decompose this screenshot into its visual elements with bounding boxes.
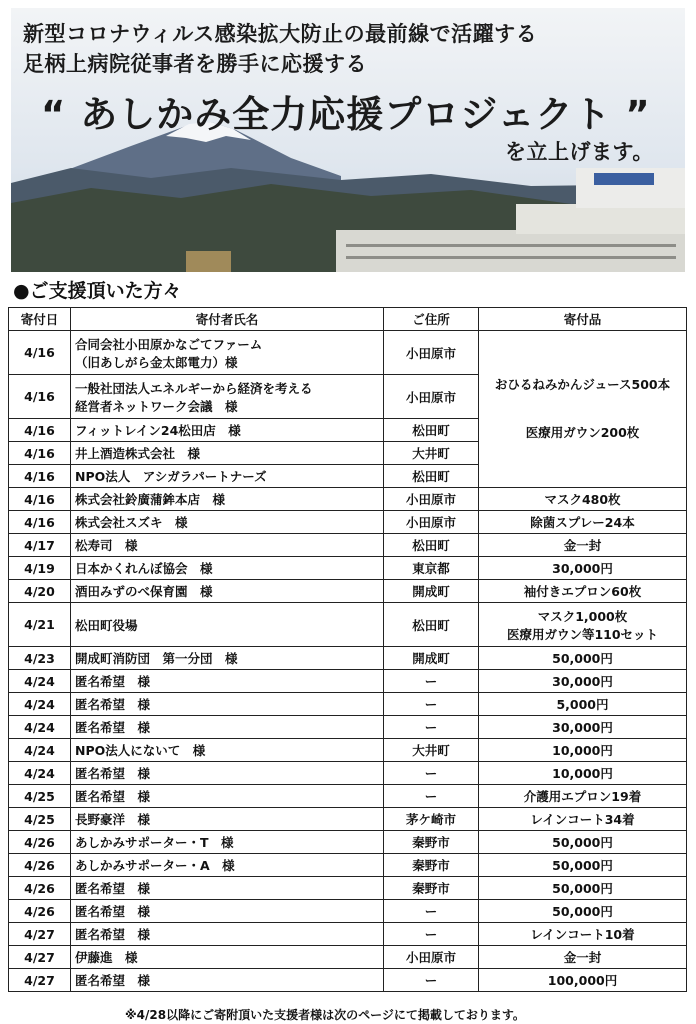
row-address: 松田町 [384,465,479,488]
row-name: 井上酒造株式会社 様 [71,442,384,465]
section-title: ●ご支援頂いた方々 [13,280,182,302]
row-item: レインコート10着 [479,923,687,946]
row-name: 匿名希望 様 [71,877,384,900]
row-address: 開成町 [384,647,479,670]
row-item: レインコート34着 [479,808,687,831]
row-name-line2: （旧あしがら金太郎電力）様 [75,354,238,370]
row-name [71,331,384,375]
row-name: 酒田みずのべ保育園 様 [71,580,384,603]
row-name [71,375,384,419]
row-name: NPO法人にないて 様 [71,739,384,762]
table-row [9,923,687,946]
row-date: 4/17 [9,534,71,557]
row-date: 4/24 [9,762,71,785]
row-name: 匿名希望 様 [71,716,384,739]
row-date: 4/24 [9,693,71,716]
row-date: 4/16 [9,442,71,465]
row-name: 匿名希望 様 [71,762,384,785]
row-address: ー [384,785,479,808]
row-name: 匿名希望 様 [71,693,384,716]
row-name: 松田町役場 [71,603,384,647]
row-item-line1: マスク1,000枚 [537,608,628,624]
row-name: NPO法人 アシガラパートナーズ [71,465,384,488]
row-item: 50,000円 [479,877,687,900]
row-date: 4/20 [9,580,71,603]
row-name: 匿名希望 様 [71,923,384,946]
row-name: 長野豪洋 様 [71,808,384,831]
row-address: ー [384,716,479,739]
row-name: 日本かくれんぼ協会 様 [71,557,384,580]
row-date: 4/27 [9,923,71,946]
table-row [9,693,687,716]
row-name-line2: 経営者ネットワーク会議 様 [75,398,238,414]
row-item: 50,000円 [479,900,687,923]
row-address: 小田原市 [384,511,479,534]
row-name: 匿名希望 様 [71,969,384,992]
merged-item-2: 医療用ガウン200枚 [525,425,640,440]
row-address: 開成町 [384,580,479,603]
table-row [9,534,687,557]
row-date: 4/16 [9,331,71,375]
table-row [9,946,687,969]
row-date: 4/16 [9,375,71,419]
table-row [9,877,687,900]
row-date: 4/21 [9,603,71,647]
row-name: フィットレイン24松田店 様 [71,419,384,442]
row-address: 秦野市 [384,831,479,854]
table-row [9,488,687,511]
row-address: 小田原市 [384,488,479,511]
row-name: 株式会社鈴廣蒲鉾本店 様 [71,488,384,511]
donor-table [8,307,687,992]
table-row [9,854,687,877]
row-date: 4/26 [9,854,71,877]
banner-tail: を立上げます。 [505,140,654,164]
row-item: 10,000円 [479,762,687,785]
row-name: 匿名希望 様 [71,670,384,693]
row-address: ー [384,670,479,693]
row-item [479,603,687,647]
row-name-line1: 合同会社小田原かなごてファーム [75,336,263,352]
table-header-row [9,308,687,331]
row-item: 100,000円 [479,969,687,992]
row-date: 4/24 [9,716,71,739]
row-address: 小田原市 [384,946,479,969]
row-address: ー [384,923,479,946]
row-date: 4/16 [9,465,71,488]
merged-item-1: おひるねみかんジュース500本 [494,377,671,392]
header-date: 寄付日 [9,308,71,331]
row-address: 松田町 [384,603,479,647]
row-date: 4/24 [9,670,71,693]
project-title: “ あしかみ全力応援プロジェクト ” [41,93,651,136]
row-date: 4/27 [9,946,71,969]
row-item: マスク480枚 [479,488,687,511]
table-row [9,716,687,739]
row-date: 4/16 [9,511,71,534]
row-address: 東京都 [384,557,479,580]
merged-item-cell [479,331,687,488]
row-item: 30,000円 [479,557,687,580]
footnote: ※4/28以降にご寄附頂いた支援者様は次のページにて掲載しております。 [125,1008,525,1022]
row-date: 4/26 [9,900,71,923]
row-name: 匿名希望 様 [71,785,384,808]
table-row [9,647,687,670]
header-address: ご住所 [384,308,479,331]
row-item: 金一封 [479,534,687,557]
row-name: あしかみサポーター・T 様 [71,831,384,854]
table-row [9,808,687,831]
row-item: 10,000円 [479,739,687,762]
row-item: 除菌スプレー24本 [479,511,687,534]
row-name: 開成町消防団 第一分団 様 [71,647,384,670]
row-date: 4/24 [9,739,71,762]
row-address: 松田町 [384,534,479,557]
table-row [9,557,687,580]
row-address: ー [384,969,479,992]
row-address: 茅ケ崎市 [384,808,479,831]
table-row [9,580,687,603]
row-address: ー [384,693,479,716]
row-address: 秦野市 [384,877,479,900]
row-name: あしかみサポーター・A 様 [71,854,384,877]
row-address: 大井町 [384,442,479,465]
row-item: 50,000円 [479,647,687,670]
banner-line-1: 新型コロナウィルス感染拡大防止の最前線で活躍する [23,22,538,46]
header-item: 寄付品 [479,308,687,331]
row-date: 4/26 [9,877,71,900]
row-date: 4/27 [9,969,71,992]
row-date: 4/16 [9,488,71,511]
row-date: 4/26 [9,831,71,854]
table-row [9,900,687,923]
row-address: 小田原市 [384,375,479,419]
banner-line-2: 足柄上病院従事者を勝手に応援する [23,52,367,76]
row-address: ー [384,900,479,923]
table-row [9,831,687,854]
row-item-line2: 医療用ガウン等110セット [506,626,659,642]
row-address: 松田町 [384,419,479,442]
table-row [9,511,687,534]
row-date: 4/25 [9,785,71,808]
row-item: 5,000円 [479,693,687,716]
row-address: ー [384,762,479,785]
row-date: 4/19 [9,557,71,580]
row-item: 50,000円 [479,831,687,854]
row-name-line1: 一般社団法人エネルギーから経済を考える [75,380,313,396]
table-row [9,670,687,693]
table-row [9,739,687,762]
table-row [9,331,687,375]
row-address: 小田原市 [384,331,479,375]
table-row [9,785,687,808]
table-row [9,603,687,647]
row-name: 伊藤進 様 [71,946,384,969]
row-address: 大井町 [384,739,479,762]
row-name: 匿名希望 様 [71,900,384,923]
row-item: 30,000円 [479,670,687,693]
row-name: 株式会社スズキ 様 [71,511,384,534]
header-name: 寄付者氏名 [71,308,384,331]
row-date: 4/23 [9,647,71,670]
header-banner [11,8,685,272]
row-date: 4/16 [9,419,71,442]
row-item: 袖付きエプロン60枚 [479,580,687,603]
row-item: 30,000円 [479,716,687,739]
row-item: 50,000円 [479,854,687,877]
table-row [9,969,687,992]
row-item: 介護用エプロン19着 [479,785,687,808]
row-name: 松寿司 様 [71,534,384,557]
table-row [9,762,687,785]
row-date: 4/25 [9,808,71,831]
row-item: 金一封 [479,946,687,969]
row-address: 秦野市 [384,854,479,877]
